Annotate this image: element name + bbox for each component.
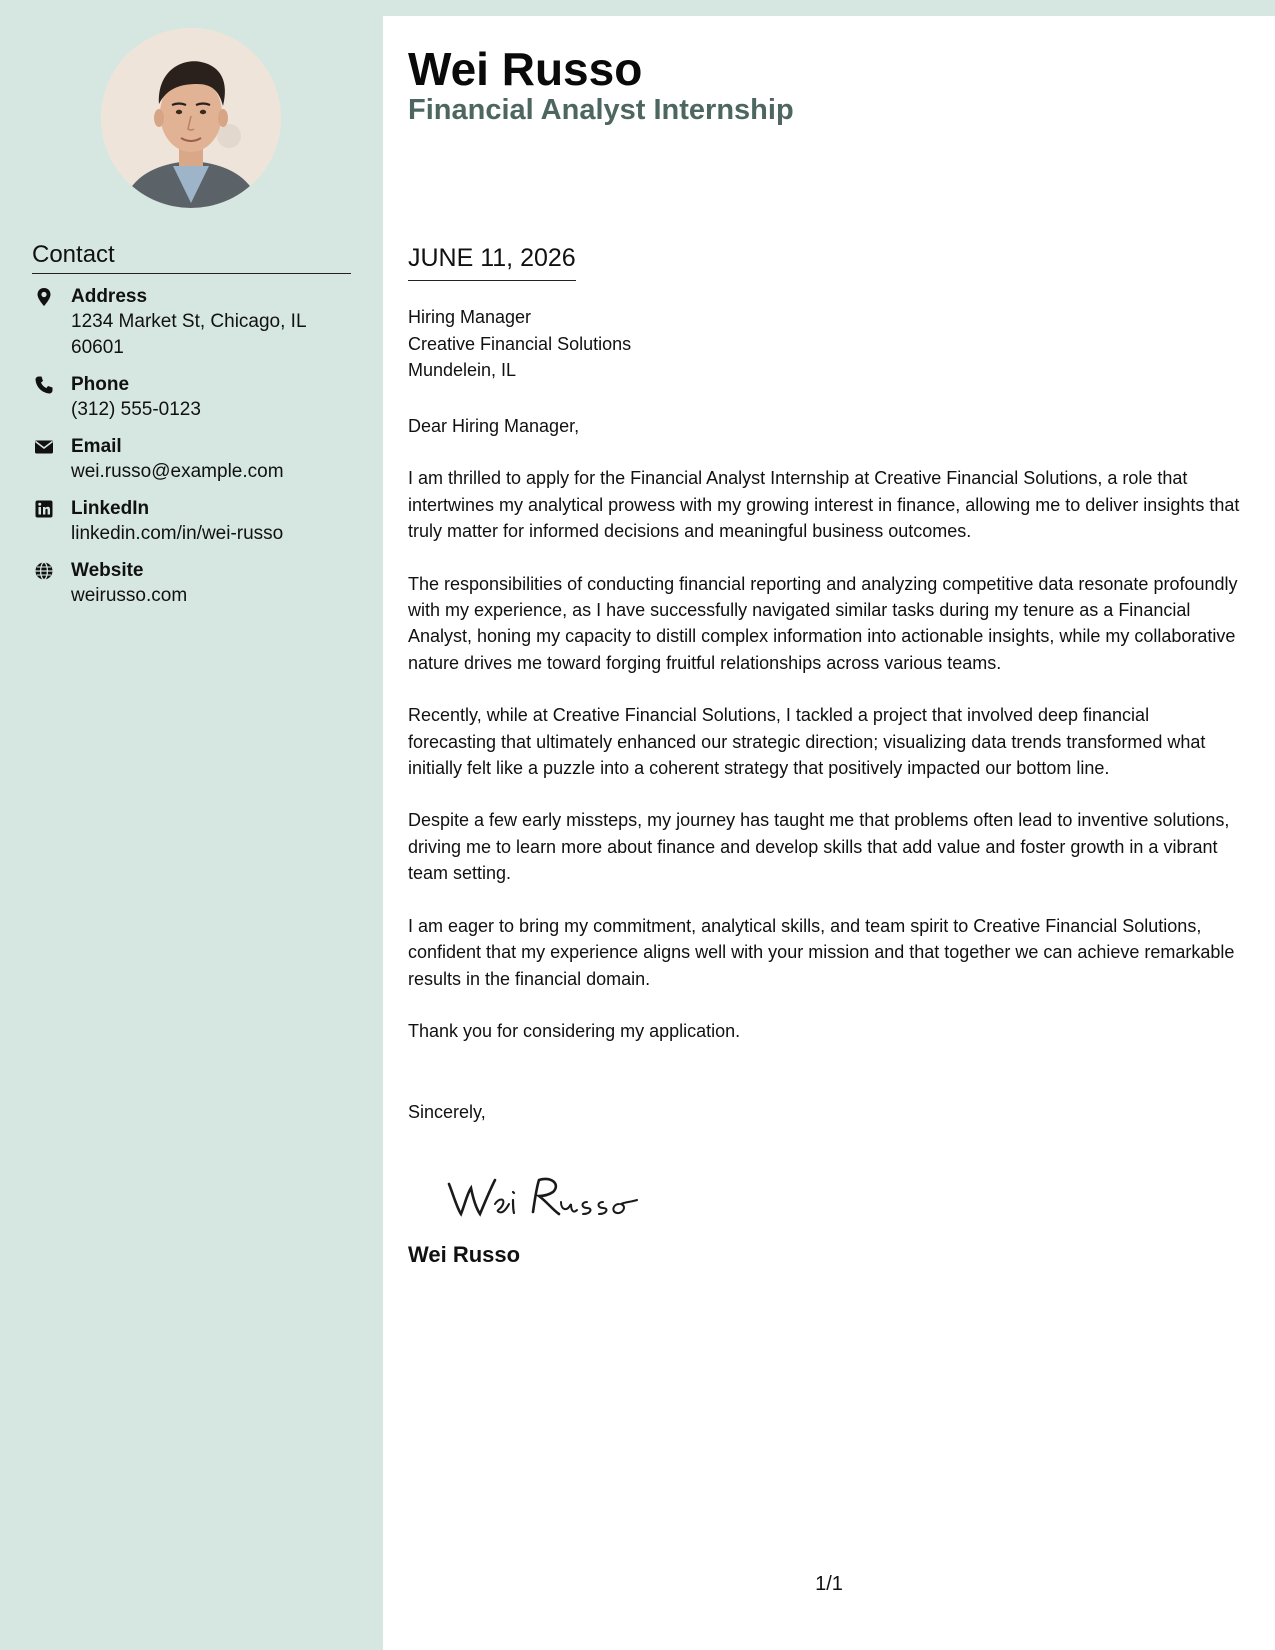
globe-icon xyxy=(34,561,54,581)
applicant-name: Wei Russo xyxy=(408,43,643,95)
contact-label: Phone xyxy=(71,374,130,395)
letter-content xyxy=(408,413,1240,1070)
closing: Sincerely, xyxy=(408,1102,486,1122)
paragraph: Despite a few early missteps, my journey has taught me that problems often lead to inventive solutions, driving me to learn more about finance and develop skills that add value and foster growth in a vibrant team setting. xyxy=(408,810,1230,884)
contact-item-linkedin xyxy=(32,497,362,547)
recipient-block xyxy=(408,304,1238,384)
page-number: 1/1 xyxy=(815,1573,843,1595)
paragraph: Thank you for considering my application. xyxy=(408,1020,741,1041)
email-link[interactable]: wei.russo@example.com xyxy=(71,461,284,482)
recipient-location: Mundelein, IL xyxy=(408,360,517,380)
signer-name: Wei Russo xyxy=(408,1242,521,1267)
sidebar xyxy=(0,0,383,1650)
address-value: 1234 Market St, Chicago, IL 60601 xyxy=(71,311,306,358)
contact-list xyxy=(32,285,362,621)
contact-label: LinkedIn xyxy=(71,498,150,519)
signature-image xyxy=(443,1164,643,1224)
contact-item-website xyxy=(32,559,362,609)
contact-item-address xyxy=(32,285,362,361)
phone-value: (312) 555-0123 xyxy=(71,399,201,420)
salutation: Dear Hiring Manager, xyxy=(408,416,580,436)
letter-body xyxy=(383,16,1275,1650)
paragraph: Recently, while at Creative Financial Solutions, I tackled a project that involved deep financial forecasting that ultimately enhanced our strategic direction; visualizing data trends transformed what initially felt like a puzzle into a coherent strategy that positively impacted our bottom line. xyxy=(408,705,1206,779)
contact-label: Website xyxy=(71,560,144,581)
phone-icon xyxy=(34,375,54,395)
contact-label: Address xyxy=(71,286,148,307)
recipient-title: Hiring Manager xyxy=(408,307,532,327)
paragraph: I am thrilled to apply for the Financial Analyst Internship at Creative Financial Solutions, a role that intertwines my analytical prowess with my growing interest in finance, allowing me to deliver insights that truly matter for informed decisions and meaningful business outcomes. xyxy=(408,468,1240,542)
linkedin-link[interactable]: linkedin.com/in/wei-russo xyxy=(71,523,284,544)
job-title: Financial Analyst Internship xyxy=(408,94,794,126)
letter-date: JUNE 11, 2026 xyxy=(408,242,576,281)
recipient-company: Creative Financial Solutions xyxy=(408,333,632,354)
contact-label: Email xyxy=(71,436,122,457)
paragraph: I am eager to bring my commitment, analytical skills, and team spirit to Creative Financial Solutions, confident that my experience aligns well with your mission and that together we can achieve remarkable results in the financial domain. xyxy=(408,915,1235,989)
contact-heading: Contact xyxy=(32,240,351,274)
avatar xyxy=(101,28,281,208)
envelope-icon xyxy=(34,437,54,457)
paragraph: The responsibilities of conducting financial reporting and analyzing competitive data resonate profoundly with my experience, as I have successfully navigated similar tasks during my tenure as a Financial Analyst, honing my capacity to distill complex information into actionable insights, while my collaborative nature drives me toward forging fruitful relationships across various teams. xyxy=(408,573,1238,673)
linkedin-icon xyxy=(34,499,54,519)
website-link[interactable]: weirusso.com xyxy=(71,585,188,606)
contact-item-phone xyxy=(32,373,362,423)
contact-item-email xyxy=(32,435,362,485)
map-pin-icon xyxy=(34,287,54,307)
avatar-photo xyxy=(101,28,281,208)
